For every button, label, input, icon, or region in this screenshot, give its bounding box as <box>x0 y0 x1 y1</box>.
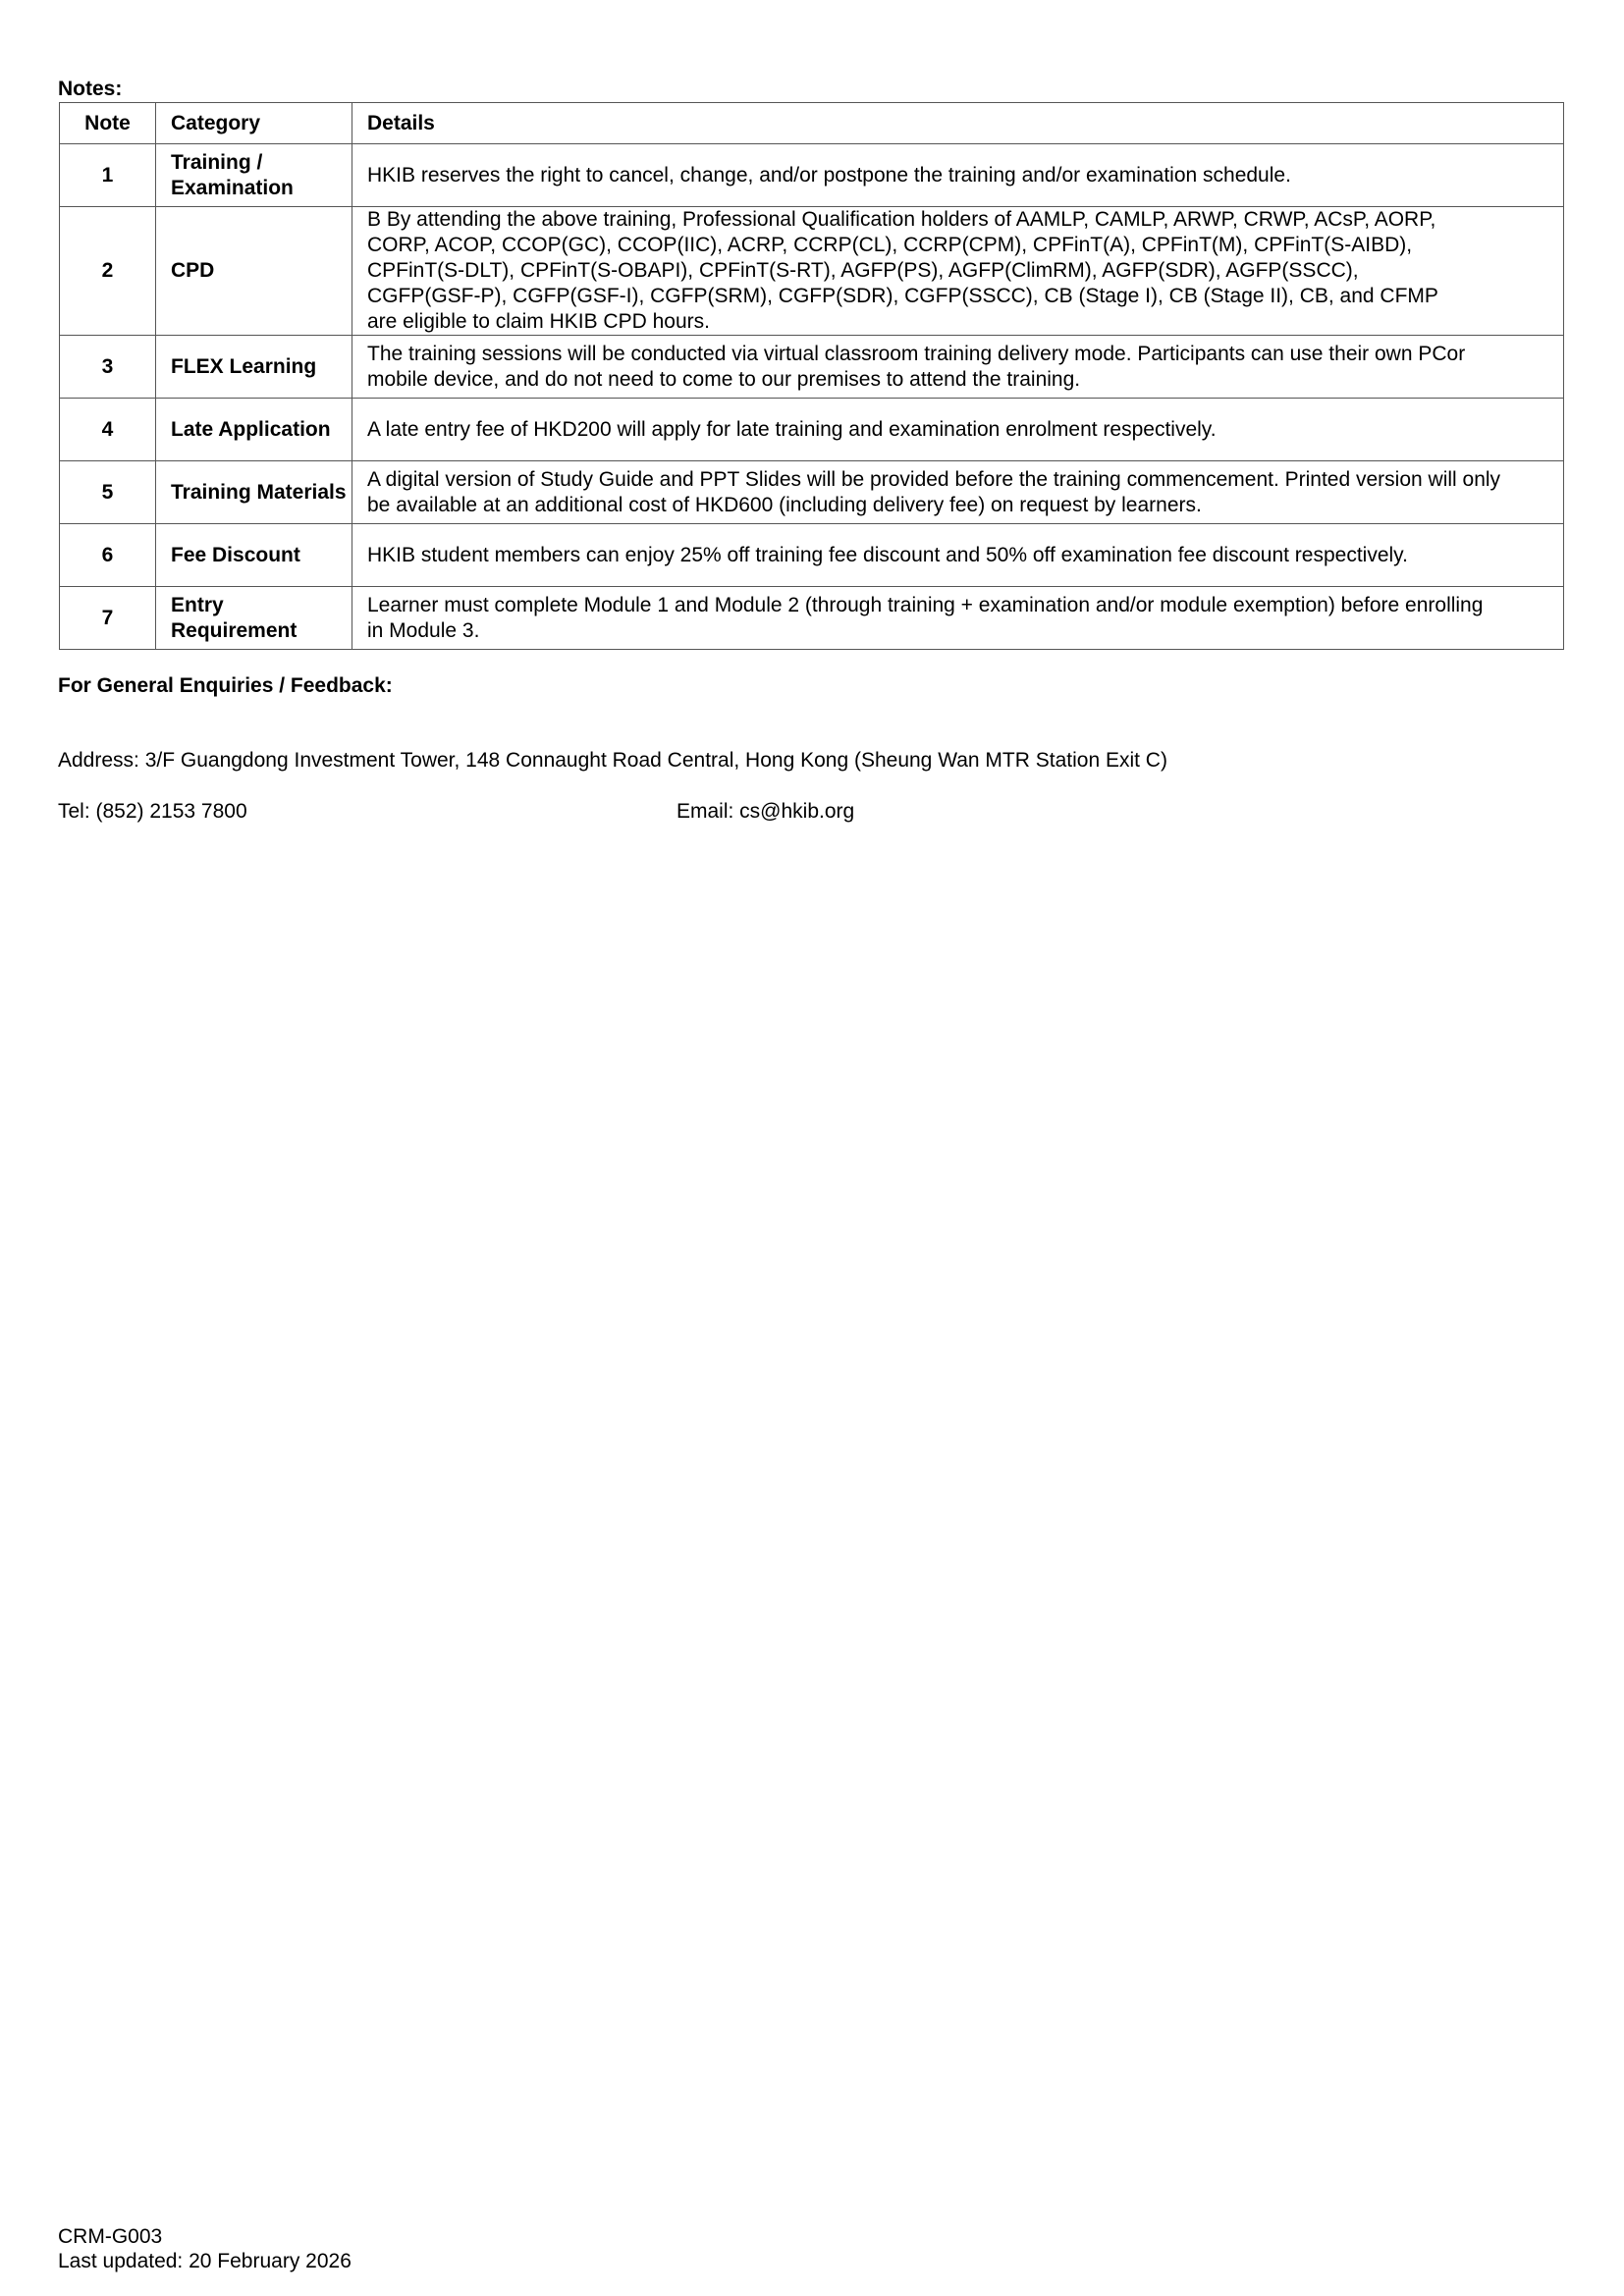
note-number: 1 <box>60 144 156 207</box>
contact-address: Address: 3/F Guangdong Investment Tower, 148 Connaught Road Central, Hong Kong (Sheung Wan MTR Station Exit C) <box>58 749 1167 772</box>
note-number: 4 <box>60 399 156 461</box>
note-category: FLEX Learning <box>156 336 352 399</box>
note-details: Learner must complete Module 1 and Module 2 (through training + examination and/or module exemption) before enrolling in Module 3. <box>352 587 1564 650</box>
enquiries-heading: For General Enquiries / Feedback: <box>58 674 393 697</box>
note-number: 6 <box>60 524 156 587</box>
note-number: 2 <box>60 207 156 336</box>
note-details: B By attending the above training, Professional Qualification holders of AAMLP, CAMLP, ARWP, CRWP, ACsP, AORP, CORP, ACOP, CCOP(GC), CCOP(IIC), ACRP, CCRP(CL), CCRP(CPM), CPFinT(A), CPFinT(M), CPFinT(S-AIBD), CPFinT(S-DLT), CPFinT(S-OBAPI), CPFinT(S-RT), AGFP(PS), AGFP(ClimRM), AGFP(SDR), AGFP(SSCC), CGFP(GSF-P), CGFP(GSF-I), CGFP(SRM), CGFP(SDR), CGFP(SSCC), CB (Stage I), CB (Stage II), CB, and CFMP are eligible to claim HKIB CPD hours. <box>352 207 1564 336</box>
header-category: Category <box>156 103 352 144</box>
note-category: Entry Requirement <box>156 587 352 650</box>
note-details: HKIB student members can enjoy 25% off training fee discount and 50% off examination fee discount respectively. <box>352 524 1564 587</box>
table-header-row <box>60 103 1564 144</box>
table-row <box>60 207 1564 336</box>
table-row <box>60 587 1564 650</box>
document-code: CRM-G003 <box>58 2225 163 2248</box>
note-number: 7 <box>60 587 156 650</box>
notes-heading: Notes: <box>58 78 123 100</box>
note-number: 5 <box>60 461 156 524</box>
contact-email: Email: cs@hkib.org <box>677 800 855 823</box>
note-number: 3 <box>60 336 156 399</box>
note-category: Training / Examination <box>156 144 352 207</box>
header-note: Note <box>60 103 156 144</box>
table-row <box>60 336 1564 399</box>
table-row <box>60 461 1564 524</box>
table-row <box>60 524 1564 587</box>
note-details: A digital version of Study Guide and PPT Slides will be provided before the training commencement. Printed version will only be available at an additional cost of HKD600 (including delivery fee) on request by learners. <box>352 461 1564 524</box>
table-row <box>60 399 1564 461</box>
note-category: Training Materials <box>156 461 352 524</box>
note-category: Late Application <box>156 399 352 461</box>
note-details: HKIB reserves the right to cancel, change, and/or postpone the training and/or examination schedule. <box>352 144 1564 207</box>
note-details: The training sessions will be conducted via virtual classroom training delivery mode. Participants can use their own PCor mobile device, and do not need to come to our premises to attend the training. <box>352 336 1564 399</box>
note-category: Fee Discount <box>156 524 352 587</box>
table-row <box>60 144 1564 207</box>
note-category: CPD <box>156 207 352 336</box>
header-details: Details <box>352 103 1564 144</box>
notes-table <box>59 102 1564 650</box>
note-details: A late entry fee of HKD200 will apply for late training and examination enrolment respectively. <box>352 399 1564 461</box>
last-updated-date: Last updated: 20 February 2026 <box>58 2250 352 2272</box>
contact-telephone: Tel: (852) 2153 7800 <box>58 800 247 823</box>
